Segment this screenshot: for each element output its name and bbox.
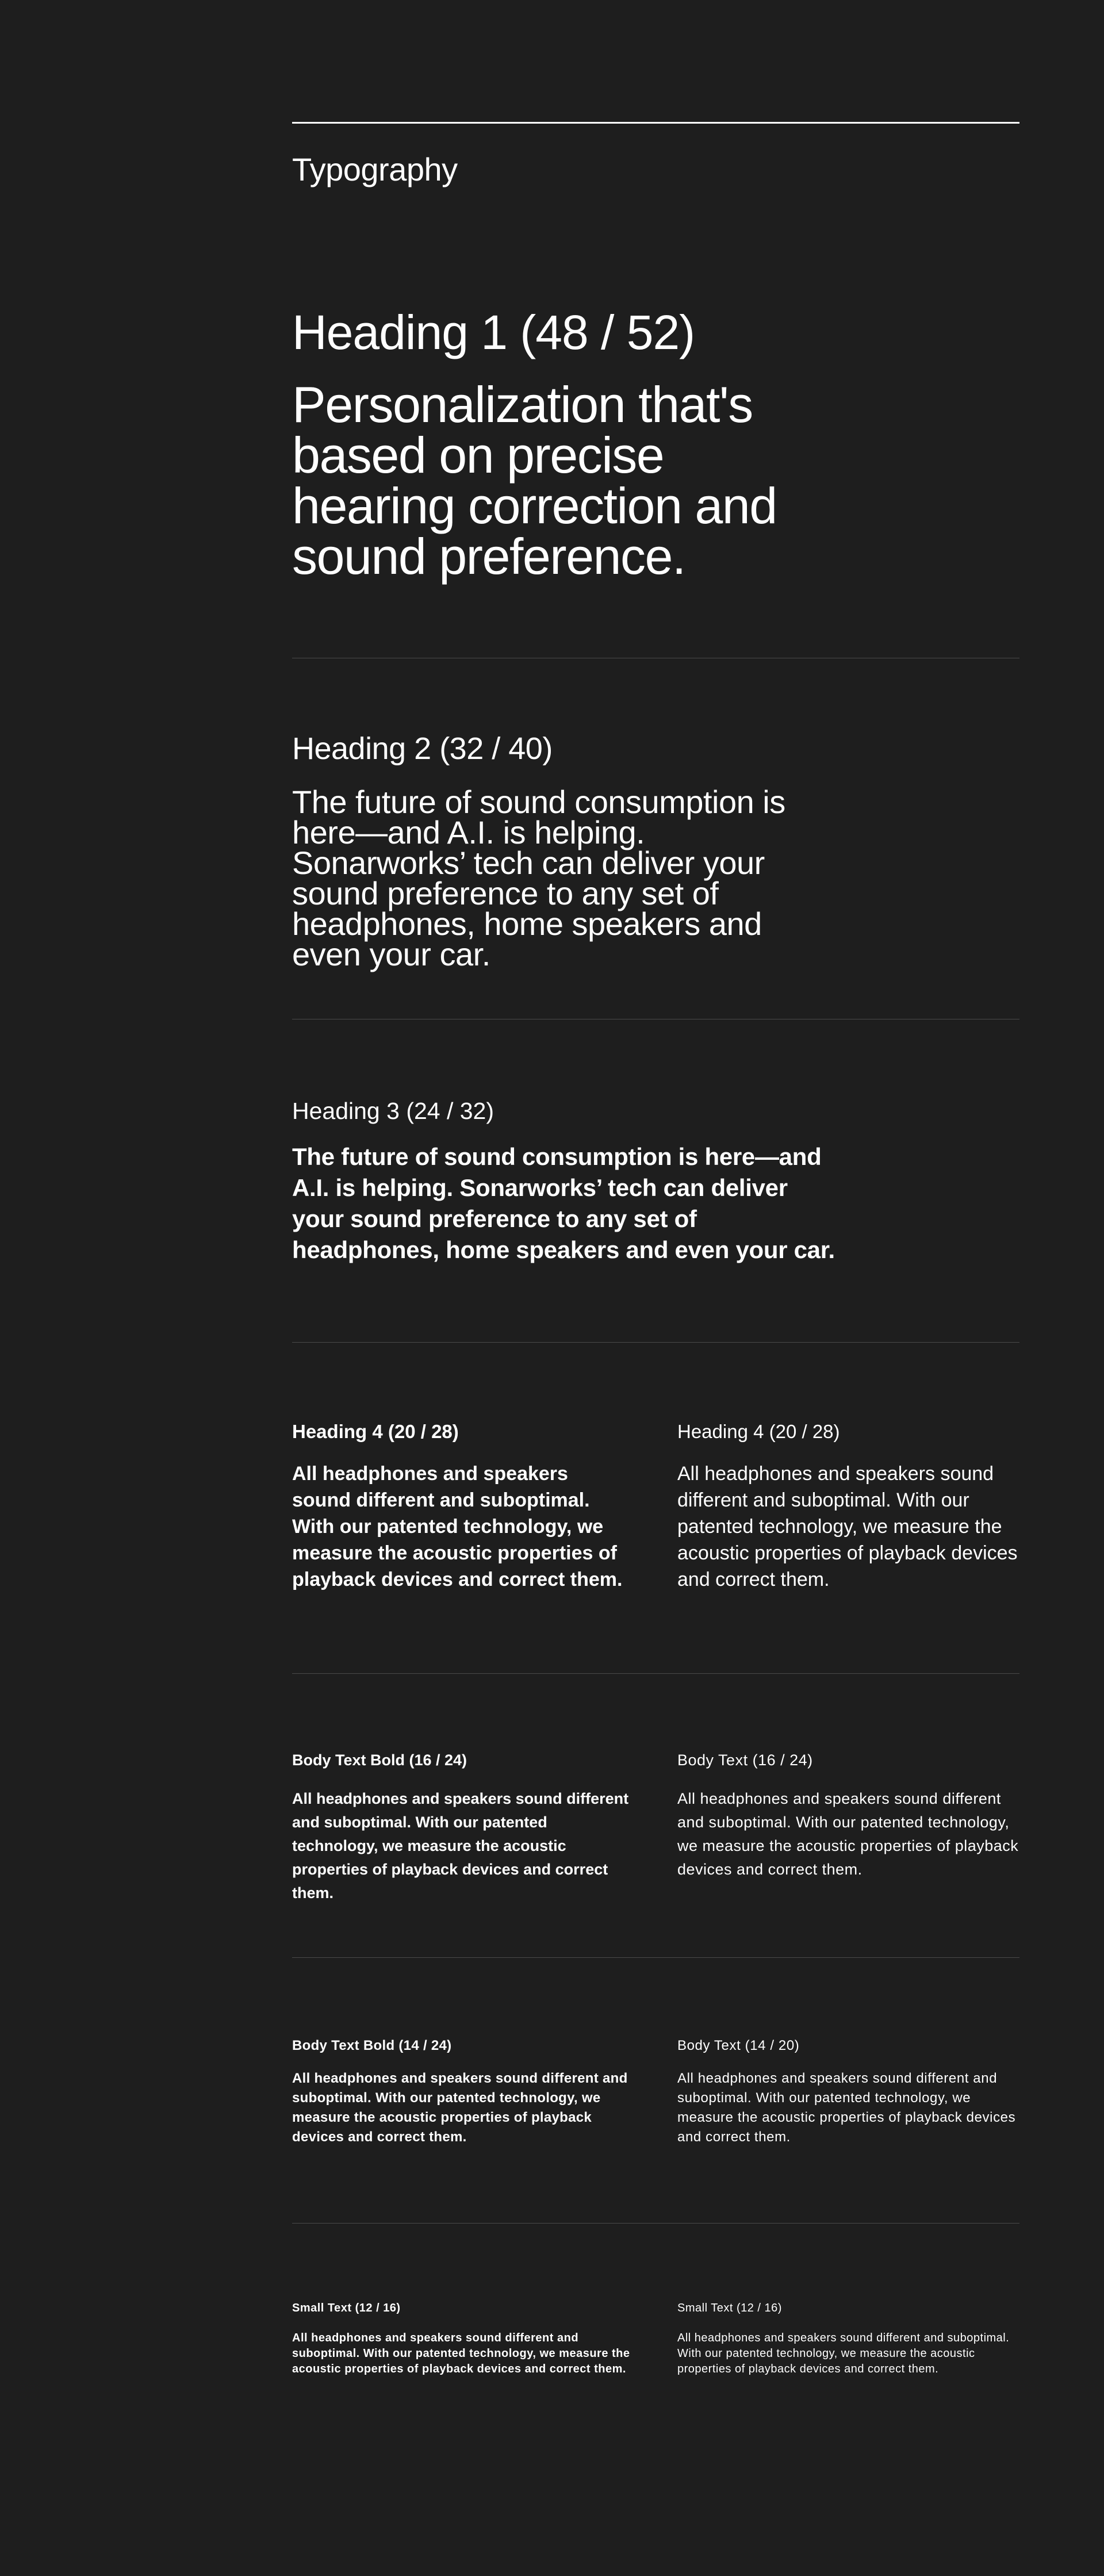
heading-3-sample: The future of sound consumption is here—and A.I. is helping. Sonarworks’ tech can deliver your sound preference to any set of headphones, home speakers and even your car. [292, 1143, 835, 1263]
small-12-regular-sample: All headphones and speakers sound different and suboptimal. With our patented technology, we measure the acoustic properties of playback devices and correct them. [677, 2332, 1010, 2375]
heading-1-label: Heading 1 (48 / 52) [292, 305, 695, 359]
heading-4-regular-sample: All headphones and speakers sound different and suboptimal. With our patented technology, we measure the acoustic properties of playback devices and correct them. [677, 1463, 1018, 1590]
heading-4-bold-sample: All headphones and speakers sound different and suboptimal. With our patented technology, we measure the acoustic properties of playback devices and correct them. [292, 1463, 623, 1590]
body-16-bold-sample: All headphones and speakers sound different and suboptimal. With our patented technology, we measure the acoustic properties of playback devices and correct them. [292, 1790, 629, 1902]
heading-3-label: Heading 3 (24 / 32) [292, 1098, 494, 1124]
body-14-regular-label: Body Text (14 / 20) [677, 2038, 800, 2053]
heading-1-sample: Personalization that's based on precise hearing correction and sound preference. [292, 376, 777, 585]
body-14-regular-sample: All headphones and speakers sound different and suboptimal. With our patented technology, we measure the acoustic properties of playback devices and correct them. [677, 2071, 1016, 2145]
heading-2-label: Heading 2 (32 / 40) [292, 731, 553, 766]
top-divider [292, 122, 1019, 124]
body-16-regular-sample: All headphones and speakers sound different and suboptimal. With our patented technology, we measure the acoustic properties of playback devices and correct them. [677, 1790, 1019, 1878]
body-14-bold-sample: All headphones and speakers sound different and suboptimal. With our patented technology, we measure the acoustic properties of playback devices and correct them. [292, 2071, 628, 2145]
small-12-bold-sample: All headphones and speakers sound different and suboptimal. With our patented technology, we measure the acoustic properties of playback devices and correct them. [292, 2332, 630, 2375]
section-divider [292, 1673, 1019, 1674]
page-title: Typography [292, 151, 458, 187]
heading-4-bold-label: Heading 4 (20 / 28) [292, 1421, 459, 1442]
heading-4-regular-label: Heading 4 (20 / 28) [677, 1421, 840, 1442]
body-14-bold-label: Body Text Bold (14 / 24) [292, 2038, 452, 2053]
body-16-bold-label: Body Text Bold (16 / 24) [292, 1751, 467, 1769]
body-16-regular-label: Body Text (16 / 24) [677, 1751, 813, 1769]
section-divider [292, 1957, 1019, 1958]
section-divider [292, 1342, 1019, 1343]
heading-2-sample: The future of sound consumption is here—and A.I. is helping. Sonarworks’ tech can deliver your sound preference to any set of headphones, home speakers and even your car. [292, 784, 785, 972]
small-12-regular-label: Small Text (12 / 16) [677, 2302, 782, 2314]
section-divider [292, 2223, 1019, 2224]
small-12-bold-label: Small Text (12 / 16) [292, 2302, 401, 2314]
